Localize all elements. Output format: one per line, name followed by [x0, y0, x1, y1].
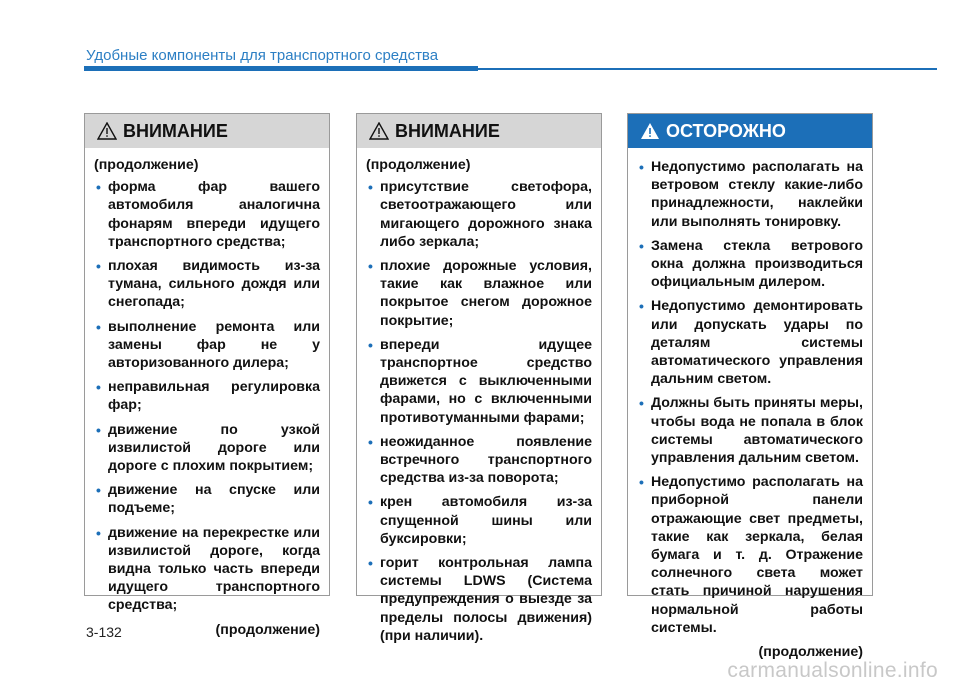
- list-item: • движение на спуске или подъеме;: [96, 482, 320, 517]
- warning-triangle-icon: [369, 122, 389, 140]
- continued-label: (продолжение): [758, 644, 863, 661]
- header-rule-thick: [84, 66, 478, 71]
- warning-panel-heading: [85, 114, 329, 148]
- list-item: • неожиданное появление встречного транспортного средства из-за поворота;: [368, 433, 592, 487]
- continued-label: (продолжение): [215, 621, 320, 638]
- list-item: • плохая видимость из-за тумана, сильного дождя или снегопада;: [96, 258, 320, 311]
- list-item: • форма фар вашего автомобиля аналогична фонарям впереди идущего транспортного средства;: [96, 179, 320, 250]
- warning-panel-2: [356, 113, 602, 644]
- caution-list: [637, 158, 863, 637]
- list-item: • присутствие светофора, светоотражающего или мигающего дорожного знака либо зеркала;: [368, 179, 592, 250]
- list-item: • Замена стекла ветрового окна должна производиться официальным дилером.: [639, 237, 863, 291]
- list-item: • Недопустимо располагать на ветровом стеклу какие-либо принадлежности, наклейки или выполнять тонировку.: [639, 159, 863, 230]
- list-item: • Должны быть приняты меры, чтобы вода не попала в блок системы автоматического управления дальним светом.: [639, 395, 863, 467]
- list-item: • движение по узкой извилистой дороге или дороге с плохим покрытием;: [96, 421, 320, 475]
- warning-panel-heading: [357, 114, 601, 148]
- list-item: • неправильная регулировка фар;: [96, 379, 320, 414]
- warning-list: [366, 178, 592, 645]
- list-item: • выполнение ремонта или замены фар не у авторизованного дилера;: [96, 318, 320, 372]
- list-item: • Недопустимо располагать на приборной панели отражающие свет предметы, такие как зеркала, белая бумага и т. д. Отражение солнечного света может стать причиной нарушения нормальной работы системы.: [639, 474, 863, 636]
- caution-panel-heading: [628, 114, 872, 148]
- watermark: carmanualsonline.info: [727, 659, 938, 682]
- continued-label: (продолжение): [94, 157, 199, 173]
- warning-list: [94, 178, 320, 614]
- heading-label: ОСТОРОЖНО: [666, 120, 786, 141]
- list-item: • плохие дорожные условия, такие как влажное или покрытое снегом дорожное покрытие;: [368, 258, 592, 329]
- page-number: 3-132: [86, 624, 122, 640]
- section-title: Удобные компоненты для транспортного средства: [86, 47, 439, 64]
- list-item: • горит контрольная лампа системы LDWS (Система предупреждения о выезде за пределы полосы движения) (при наличии).: [368, 555, 592, 644]
- continued-label: (продолжение): [366, 157, 471, 173]
- list-item: • впереди идущее транспортное средство движется с выключенными фарами, но с включенными противотуманными фарами;: [368, 336, 592, 426]
- heading-label: ВНИМАНИЕ: [123, 120, 228, 141]
- heading-label: ВНИМАНИЕ: [395, 120, 500, 141]
- warning-triangle-icon: [640, 122, 660, 140]
- list-item: • крен автомобиля из-за спущенной шины или буксировки;: [368, 494, 592, 547]
- header-rule-thin: [478, 68, 937, 70]
- list-item: • движение на перекрестке или извилистой дороге, когда видна только часть впереди идущего транспортного средства;: [96, 524, 320, 614]
- caution-panel: [627, 113, 873, 661]
- list-item: • Недопустимо демонтировать или допускать удары по деталям системы автоматического управления дальним светом.: [639, 298, 863, 388]
- warning-triangle-icon: [97, 122, 117, 140]
